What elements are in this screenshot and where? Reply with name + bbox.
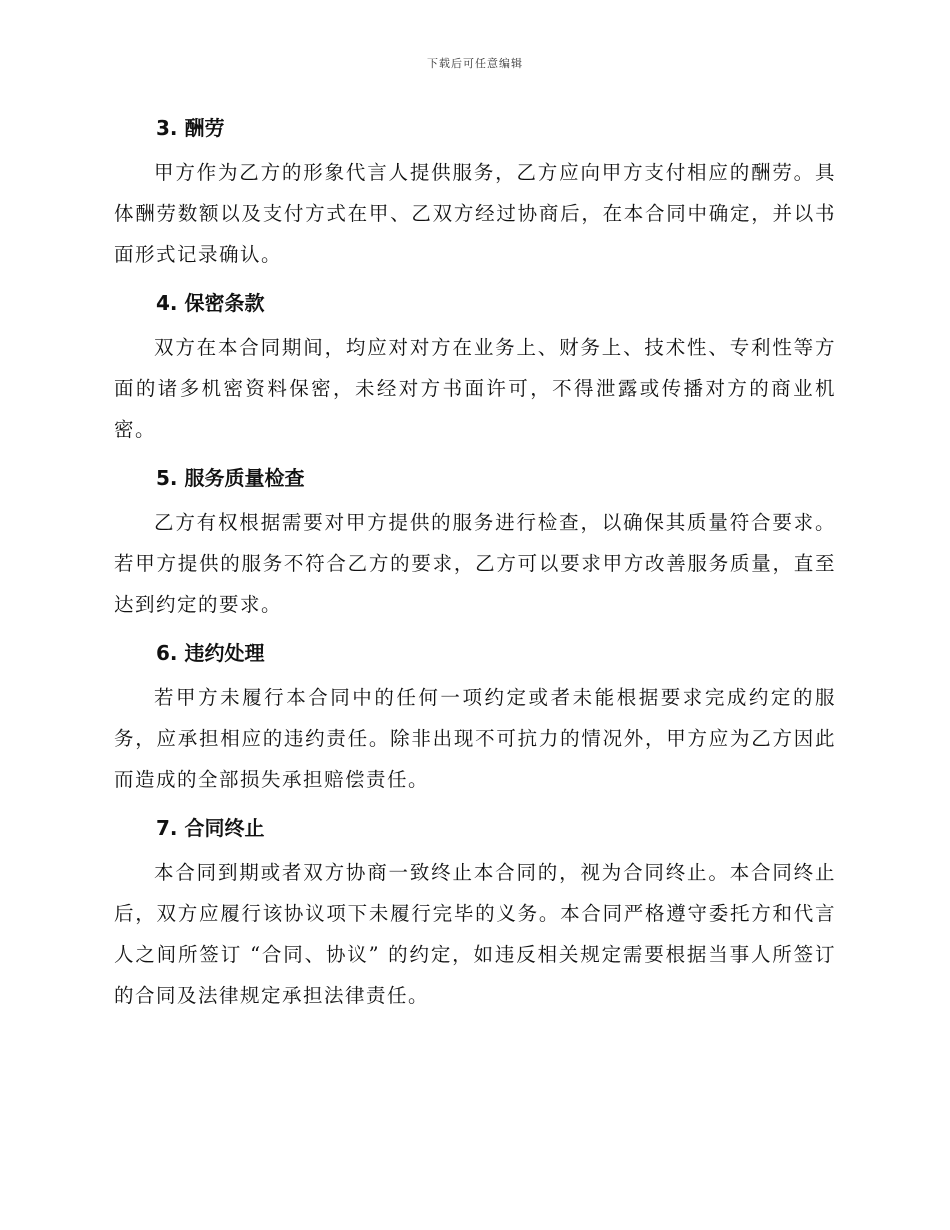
section-contract-termination [114,810,836,1016]
section-heading: 3. 酬劳 [156,116,225,140]
section-breach-handling [114,635,836,800]
document-content [114,110,836,1026]
section-heading: 5. 服务质量检查 [156,466,305,490]
section-heading: 7. 合同终止 [156,816,265,840]
section-paragraph: 本合同到期或者双方协商一致终止本合同的，视为合同终止。本合同终止后，双方应履行该协议项下未履行完毕的义务。本合同严格遵守委托方和代言人之间所签订 “合同、协议” 的约定，如违反相关规定需要根据当事人所签订的合同及法律规定承担法律责任。 [114,861,836,1007]
section-paragraph: 双方在本合同期间，均应对对方在业务上、财务上、技术性、专利性等方面的诸多机密资料保密，未经对方书面许可，不得泄露或传播对方的商业机密。 [114,336,836,441]
section-service-quality-inspection [114,460,836,625]
page-header-note: 下载后可任意编辑 [427,57,523,70]
section-remuneration [114,110,836,275]
section-heading: 4. 保密条款 [156,291,265,315]
section-paragraph: 若甲方未履行本合同中的任何一项约定或者未能根据要求完成约定的服务，应承担相应的违约责任。除非出现不可抗力的情况外，甲方应为乙方因此而造成的全部损失承担赔偿责任。 [114,686,836,791]
section-confidentiality [114,285,836,450]
section-heading: 6. 违约处理 [156,641,265,665]
section-paragraph: 乙方有权根据需要对甲方提供的服务进行检查，以确保其质量符合要求。若甲方提供的服务不符合乙方的要求，乙方可以要求甲方改善服务质量，直至达到约定的要求。 [114,511,836,616]
section-paragraph: 甲方作为乙方的形象代言人提供服务，乙方应向甲方支付相应的酬劳。具体酬劳数额以及支付方式在甲、乙双方经过协商后，在本合同中确定，并以书面形式记录确认。 [114,161,836,266]
